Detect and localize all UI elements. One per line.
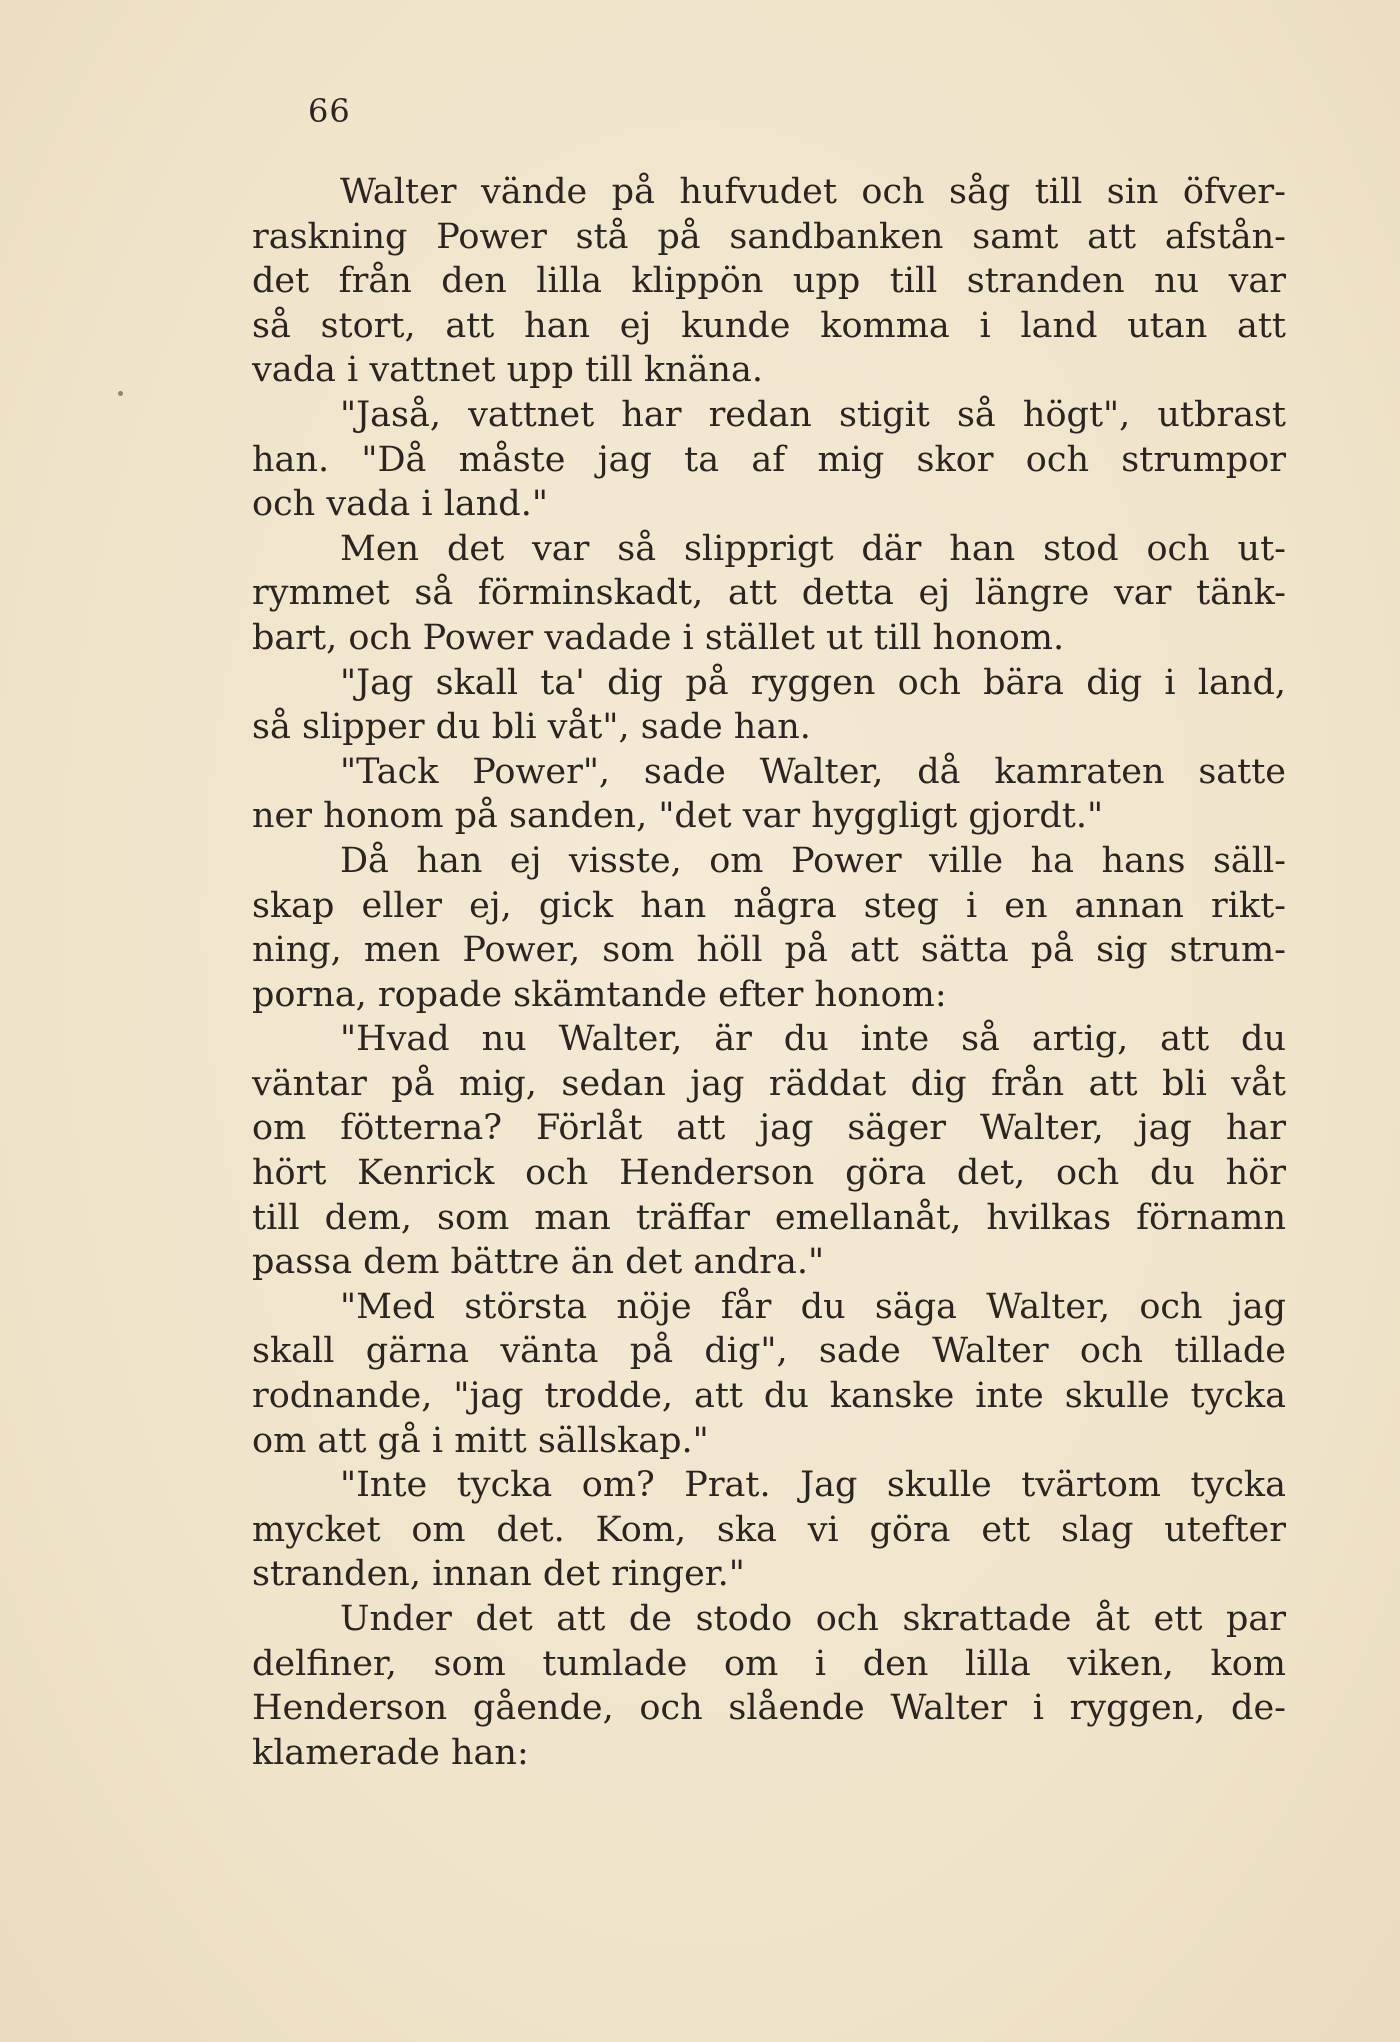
text-line: Henderson gående, och slående Walter i ryggen, de- (252, 1688, 1286, 1729)
text-line: delfiner, som tumlade om i den lilla viken, kom (252, 1643, 1286, 1684)
text-line: till dem, som man träffar emellanåt, hvilkas förnamn (252, 1197, 1286, 1238)
text-line: skap eller ej, gick han några steg i en annan rikt- (252, 885, 1286, 926)
text-line: passa dem bättre än det andra." (252, 1242, 825, 1283)
text-line: "Jag skall ta' dig på ryggen och bära dig i land, (340, 662, 1286, 703)
page-speck (118, 391, 123, 396)
text-line: skall gärna vänta på dig", sade Walter och tillade (252, 1331, 1286, 1372)
text-line: vada i vattnet upp till knäna. (252, 350, 763, 391)
page-number: 66 (308, 92, 351, 130)
text-line: "Tack Power", sade Walter, då kamraten satte (340, 751, 1286, 792)
text-line: så stort, att han ej kunde komma i land utan att (252, 305, 1286, 346)
text-line: han. "Då måste jag ta af mig skor och strumpor (252, 439, 1286, 480)
text-line: "Jaså, vattnet har redan stigit så högt", utbrast (340, 394, 1286, 435)
text-line: väntar på mig, sedan jag räddat dig från att bli våt (252, 1063, 1286, 1104)
text-line: om att gå i mitt sällskap." (252, 1420, 709, 1461)
text-line: Walter vände på hufvudet och såg till sin öfver- (340, 172, 1286, 212)
text-line: rymmet så förminskadt, att detta ej längre var tänk- (252, 573, 1286, 614)
text-line: ner honom på sanden, "det var hyggligt gjordt." (252, 796, 1104, 837)
text-line: Då han ej visste, om Power ville ha hans säll- (340, 840, 1286, 881)
text-line: stranden, innan det ringer." (252, 1554, 745, 1595)
text-line: så slipper du bli våt", sade han. (252, 707, 811, 748)
text-line: "Inte tycka om? Prat. Jag skulle tvärtom tycka (340, 1465, 1286, 1506)
body-text (252, 170, 1286, 1775)
text-line: Men det var så slipprigt där han stod och ut- (340, 528, 1286, 569)
text-line: "Med största nöje får du säga Walter, och jag (340, 1286, 1286, 1327)
text-line: det från den lilla klippön upp till stranden nu var (252, 261, 1286, 302)
text-line: ning, men Power, som höll på att sätta på sig strum- (252, 930, 1286, 971)
text-line: hört Kenrick och Henderson göra det, och du hör (252, 1153, 1286, 1194)
text-line: mycket om det. Kom, ska vi göra ett slag utefter (252, 1509, 1286, 1550)
text-line: "Hvad nu Walter, är du inte så artig, att du (340, 1019, 1286, 1060)
text-line: raskning Power stå på sandbanken samt att afstån- (252, 216, 1286, 257)
text-line: porna, ropade skämtande efter honom: (252, 974, 947, 1015)
text-line: och vada i land." (252, 484, 548, 525)
text-line: rodnande, "jag trodde, att du kanske inte skulle tycka (252, 1376, 1286, 1417)
text-line: Under det att de stodo och skrattade åt ett par (340, 1599, 1286, 1639)
text-line: om fötterna? Förlåt att jag säger Walter, jag har (252, 1108, 1286, 1149)
text-line: klamerade han: (252, 1732, 529, 1773)
text-line: bart, och Power vadade i stället ut till honom. (252, 617, 1065, 658)
